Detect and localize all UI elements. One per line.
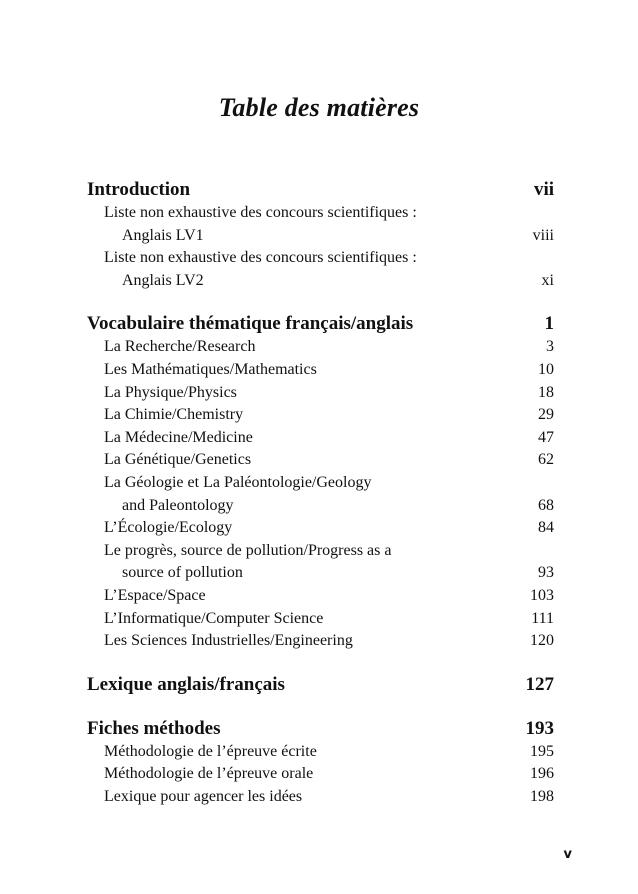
section-heading — [87, 311, 554, 336]
page-title: Table des matières — [218, 93, 420, 122]
toc-entry — [87, 336, 554, 359]
toc-entry — [87, 247, 554, 270]
toc-entry — [87, 763, 554, 786]
toc-entry — [87, 382, 554, 405]
entry-page-number: 93 — [538, 564, 554, 582]
toc-entry — [87, 495, 554, 518]
entry-title: Le progrès, source de pollution/Progress as a — [104, 541, 392, 559]
entry-page-number: 29 — [538, 406, 554, 424]
section-title: Lexique anglais/français — [87, 673, 285, 695]
entry-title: L’Espace/Space — [104, 586, 206, 604]
entry-page-number: 47 — [538, 428, 554, 446]
entry-page-number: 62 — [538, 451, 554, 469]
entry-title: La Physique/Physics — [104, 383, 237, 401]
entry-page-number: 198 — [530, 787, 554, 805]
toc-entry — [87, 608, 554, 631]
entry-title: Lexique pour agencer les idées — [104, 787, 303, 805]
toc-entry — [87, 404, 554, 427]
entry-title: La Recherche/Research — [104, 338, 256, 356]
section-title: Introduction — [87, 179, 191, 200]
entry-page-number: 120 — [530, 632, 554, 650]
toc-entry — [87, 225, 554, 248]
entry-title: Les Mathématiques/Mathematics — [104, 360, 317, 378]
toc-entry — [87, 359, 554, 382]
toc-entry — [87, 202, 554, 225]
entry-title: La Géologie et La Paléontologie/Geology — [104, 473, 372, 491]
entry-page-number: 10 — [538, 360, 554, 378]
entry-title: La Chimie/Chemistry — [104, 406, 244, 424]
toc-entry — [87, 630, 554, 653]
section-title: Fiches méthodes — [87, 717, 221, 739]
toc-entry — [87, 786, 554, 809]
entry-title: Anglais LV1 — [122, 226, 204, 244]
entry-title: La Médecine/Medicine — [104, 428, 253, 446]
entry-page-number: 68 — [538, 496, 554, 514]
entry-title: La Génétique/Genetics — [104, 451, 252, 469]
toc-entry — [87, 517, 554, 540]
entry-title: L’Écologie/Ecology — [104, 519, 233, 537]
entry-title: Méthodologie de l’épreuve orale — [104, 765, 314, 783]
toc-section — [87, 311, 554, 652]
entry-page-number: 111 — [531, 609, 554, 627]
entry-title: Les Sciences Industrielles/Engineering — [104, 632, 353, 650]
entry-page-number: xi — [541, 271, 554, 289]
entry-title: source of pollution — [122, 564, 243, 582]
toc-entry — [87, 585, 554, 608]
entry-title: and Paleontology — [122, 496, 234, 514]
entry-page-number: 195 — [530, 742, 554, 760]
toc-entry — [87, 472, 554, 495]
section-heading — [87, 716, 554, 741]
toc-entry — [87, 427, 554, 450]
entry-page-number: 18 — [538, 383, 554, 401]
entry-page-number: viii — [532, 226, 554, 244]
toc-entry — [87, 540, 554, 563]
toc-entry — [87, 270, 554, 293]
page-number: v — [563, 847, 572, 862]
toc-entry — [87, 741, 554, 764]
entry-title: Liste non exhaustive des concours scientifiques : — [104, 204, 417, 221]
entry-page-number: 103 — [530, 586, 554, 604]
section-title: Vocabulaire thématique français/anglais — [87, 313, 414, 335]
section-page-number: vii — [533, 179, 554, 200]
entry-page-number: 84 — [538, 519, 554, 537]
entry-page-number: 3 — [546, 338, 554, 356]
entry-page-number: 196 — [530, 765, 554, 783]
toc-entry — [87, 562, 554, 585]
section-heading — [87, 672, 554, 697]
toc-section — [87, 716, 554, 809]
entry-title: Méthodologie de l’épreuve écrite — [104, 742, 317, 760]
toc-entry — [87, 449, 554, 472]
toc-section — [87, 177, 554, 292]
section-page-number: 1 — [544, 313, 554, 335]
section-page-number: 127 — [525, 673, 554, 695]
toc-section — [87, 672, 554, 697]
entry-title: Liste non exhaustive des concours scientifiques : — [104, 249, 417, 267]
entry-title: L’Informatique/Computer Science — [104, 609, 324, 627]
entry-title: Anglais LV2 — [122, 271, 204, 289]
section-heading — [87, 177, 554, 202]
table-of-contents — [87, 177, 554, 827]
section-page-number: 193 — [525, 717, 554, 739]
